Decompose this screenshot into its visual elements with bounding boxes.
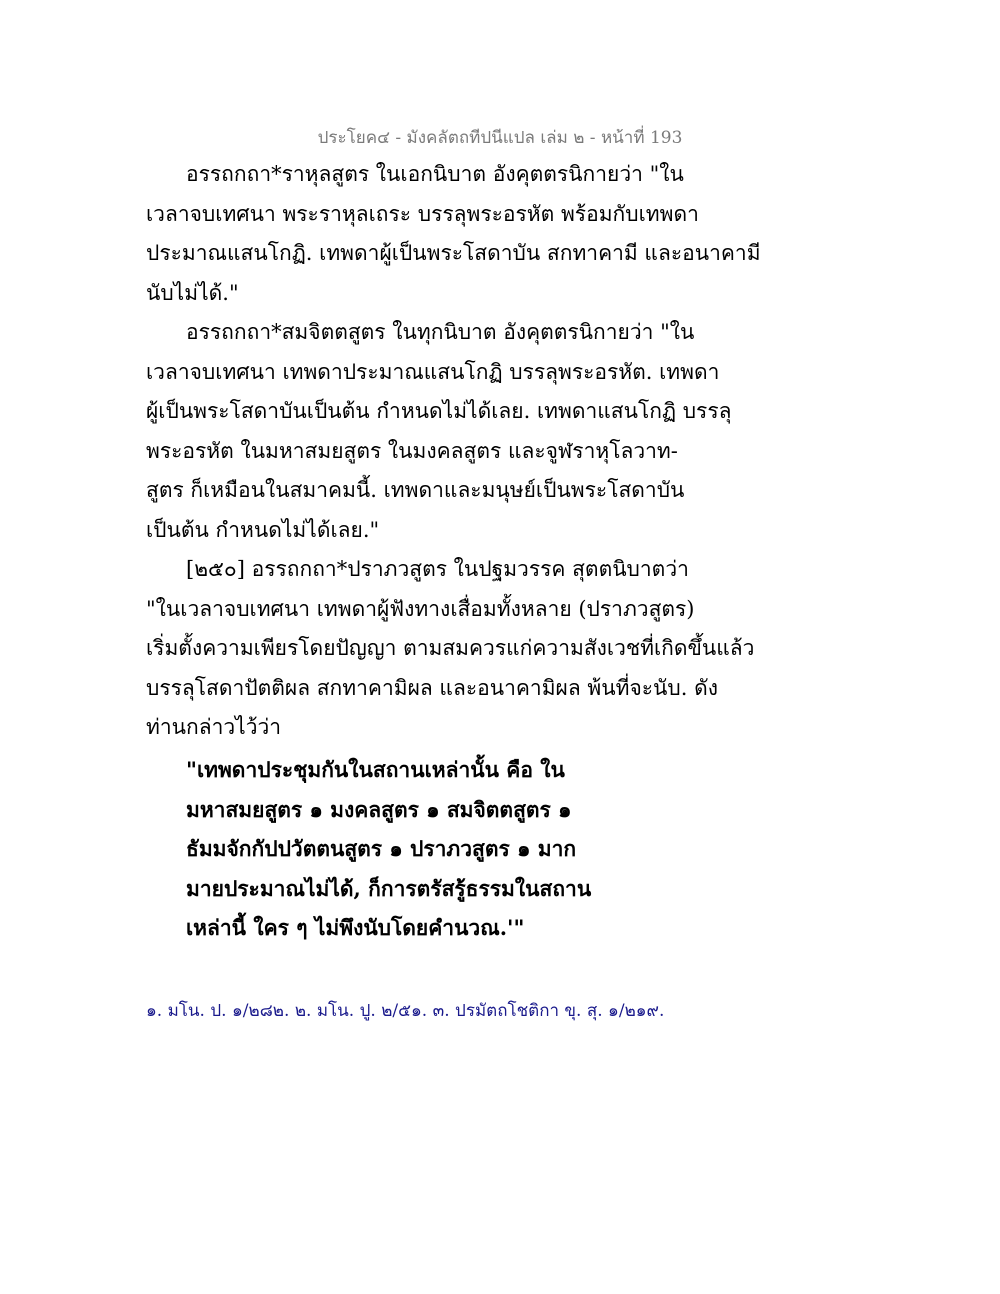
paragraph-2-line-5: สูตร ก็เหมือนในสมาคมนี้. เทพดาและมนุษย์เป็นพระโสดาบัน [146, 478, 685, 502]
page-header: ประโยค๔ - มังคลัตถทีปนีแปล เล่ม ๒ - หน้าที่ 193 [317, 128, 683, 148]
verse-line-5: เหล่านี้ ใคร ๆ ไม่พึงนับโดยคำนวณ.'" [186, 915, 525, 940]
paragraph-2-line-4: พระอรหัต ในมหาสมยสูตร ในมงคลสูตร และจูฬราหุโลวาท- [146, 439, 678, 463]
paragraph-3-line-5: ท่านกล่าวไว้ว่า [146, 715, 282, 739]
paragraph-3-line-2: "ในเวลาจบเทศนา เทพดาผู้ฟังทางเสื่อมทั้งหลาย (ปราภวสูตร) [146, 597, 695, 621]
paragraph-1-line-1: อรรถกถา*ราหุลสูตร ในเอกนิบาต อังคุตตรนิกายว่า "ใน [186, 162, 684, 186]
paragraph-3-line-4: บรรลุโสดาปัตติผล สกทาคามิผล และอนาคามิผล พ้นที่จะนับ. ดัง [146, 676, 718, 700]
paragraph-1-line-4: นับไม่ได้." [146, 281, 239, 305]
footnote: ๑. มโน. ป. ๑/๒๘๒. ๒. มโน. ปู. ๒/๕๑. ๓. ปรมัตถโชติกา ขุ. สุ. ๑/๒๑๙. [146, 1001, 665, 1021]
paragraph-1-line-2: เวลาจบเทศนา พระราหุลเถระ บรรลุพระอรหัต พร้อมกับเทพดา [146, 202, 699, 226]
verse-line-3: ธัมมจักกัปปวัตตนสูตร ๑ ปราภวสูตร ๑ มาก [186, 836, 577, 861]
verse-line-4: มายประมาณไม่ได้, ก็การตรัสรู้ธรรมในสถาน [186, 876, 592, 901]
paragraph-2-line-6: เป็นต้น กำหนดไม่ได้เลย." [146, 518, 380, 542]
paragraph-3-line-3: เริ่มตั้งความเพียรโดยปัญญา ตามสมควรแก่ความสังเวชที่เกิดขึ้นแล้ว [146, 636, 755, 660]
paragraph-2-line-1: อรรถกถา*สมจิตตสูตร ในทุกนิบาต อังคุตตรนิกายว่า "ใน [186, 320, 695, 344]
paragraph-1-line-3: ประมาณแสนโกฏิ. เทพดาผู้เป็นพระโสดาบัน สกทาคามี และอนาคามี [146, 241, 761, 265]
paragraph-2-line-2: เวลาจบเทศนา เทพดาประมาณแสนโกฏิ บรรลุพระอรหัต. เทพดา [146, 360, 720, 384]
paragraph-2-line-3: ผู้เป็นพระโสดาบันเป็นต้น กำหนดไม่ได้เลย. เทพดาแสนโกฏิ บรรลุ [146, 399, 732, 423]
verse-line-2: มหาสมยสูตร ๑ มงคลสูตร ๑ สมจิตตสูตร ๑ [186, 797, 572, 822]
verse-line-1: "เทพดาประชุมกันในสถานเหล่านั้น คือ ใน [186, 757, 565, 782]
paragraph-3-line-1: [๒๕๐] อรรถกถา*ปราภวสูตร ในปฐมวรรค สุตตนิบาตว่า [186, 557, 689, 581]
